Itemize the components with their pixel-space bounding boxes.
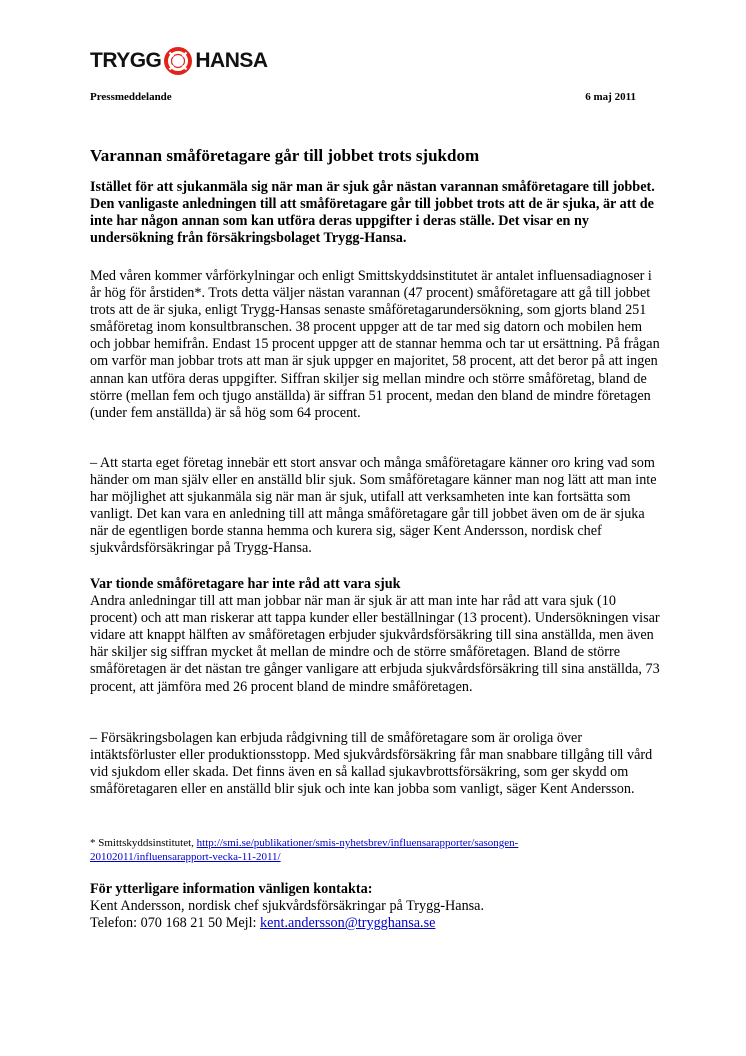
document-type: Pressmeddelande: [90, 91, 172, 103]
paragraph-2-text: – Att starta eget företag innebär ett stort ansvar och många småföretagare känner oro kring vad som händer om man själv eller en anställd blir sjuk. Som småföretagare känner man nog lätt att man inte har möjlighet att sjukanmäla sig när man är sjuk, utifall att verksamheten inte kan fortsätta som vanligt. Det kan vara en anledning till att många småföretagare går till jobbet även om de är sjuka när de egentligen borde stanna hemma och kurera sig, säger Kent Andersson, nordisk chef sjukvårdsförsäkringar på Trygg-Hansa.: [90, 455, 657, 557]
paragraph-4-text: – Försäkringsbolagen kan erbjuda rådgivning till de småföretagare som är oroliga över intäktsförluster eller produktionsstopp. Med sjukvårdsförsäkring får man snabbare tillgång till vård vid sjukdom eller skada. Det finns även en så kallad sjukavbrottsförsäkring, som ger skydd om småföretagaren eller en anställd blir sjuk och inte kan jobba som vanligt, säger Kent Andersson.: [90, 730, 653, 798]
contact-phone-line: [90, 915, 650, 932]
contact-phone: Telefon: 070 168 21 50 Mejl:: [90, 915, 261, 931]
lead-text: Istället för att sjukanmäla sig när man är sjuk går nästan varannan småföretagare till jobbet. Den vanligaste anledningen till att småföretagare går till jobbet trots att de är sjuka, är att de inte har någon annan som kan utföra deras uppgifter i deras ställe. Det visar en ny undersökning från försäkringsbolaget Trygg-Hansa.: [90, 179, 655, 247]
lead-paragraph: [90, 179, 660, 247]
paragraph-4: [90, 730, 660, 798]
document-date: 6 maj 2011: [585, 91, 636, 103]
section-2: [90, 576, 660, 696]
contact-email-link[interactable]: kent.andersson@trygghansa.se: [260, 915, 436, 931]
lifebuoy-icon: [164, 47, 192, 75]
footnote: [90, 836, 630, 864]
paragraph-3-text: Andra anledningar till att man jobbar när man är sjuk är att man inte har råd att vara sjuk (10 procent) och att man riskerar att tappa kunder eller beställningar (13 procent). Undersökningen visar vidare att knappt hälften av småföretagen erbjuder sjukvårdsförsäkring till sina anställda, men även här skiljer sig siffran mycket åt mellan de mindre och de större småföretagen. Bland de större småföretagen är det nästan tre gånger vanligare att erbjuda sjukvårdsförsäkring till sina anställda, 73 procent, att jämföra med 26 procent bland de mindre småföretagen.: [90, 593, 660, 695]
paragraph-1-text: Med våren kommer vårförkylningar och enligt Smittskyddsinstitutet är antalet influensadiagnoser i år hög för årstiden*. Trots detta väljer nästan varannan (47 procent) småföretagare att gå till jobbet trots att de är sjuka, enligt Trygg-Hansas senaste småföretagarundersökning, som gjorts bland 251 småföretag inom konsultbranschen. 38 procent uppger att de tar med sig datorn och mobilen hem och jobbar hemifrån. Endast 15 procent uppger att de stannar hemma och tar ut ersättning. På frågan om varför man jobbar trots att man är sjuk uppger en majoritet, 58 procent, att det beror på att ingen annan kan utföra deras uppgifter. Siffran skiljer sig mellan mindre och större småföretag, bland de större (mellan fem och tjugo anställda) är siffran 51 procent, medan den bland de mindre företagen (under fem anställda) är så hög som 64 procent.: [90, 268, 660, 421]
footnote-link[interactable]: http://smi.se/publikationer/smis-nyhetsbrev/influensarapporter/sasongen-20102011/influensarapport-vecka-11-2011/: [90, 837, 519, 863]
section-subheading: Var tionde småföretagare har inte råd att vara sjuk: [90, 576, 401, 592]
contact-name: Kent Andersson, nordisk chef sjukvårdsförsäkringar på Trygg-Hansa.: [90, 898, 485, 914]
page-title: Varannan småföretagare går till jobbet trots sjukdom: [90, 146, 480, 165]
paragraph-1: [90, 268, 660, 422]
logo-text-left: TRYGG: [90, 49, 162, 72]
trygg-hansa-logo: [90, 46, 268, 76]
contact-heading: För ytterligare information vänligen kontakta:: [90, 881, 373, 897]
paragraph-2: [90, 455, 660, 558]
footnote-prefix: * Smittskyddsinstitutet,: [90, 837, 197, 849]
contact-block: [90, 881, 650, 932]
logo-text-right: HANSA: [195, 49, 268, 72]
